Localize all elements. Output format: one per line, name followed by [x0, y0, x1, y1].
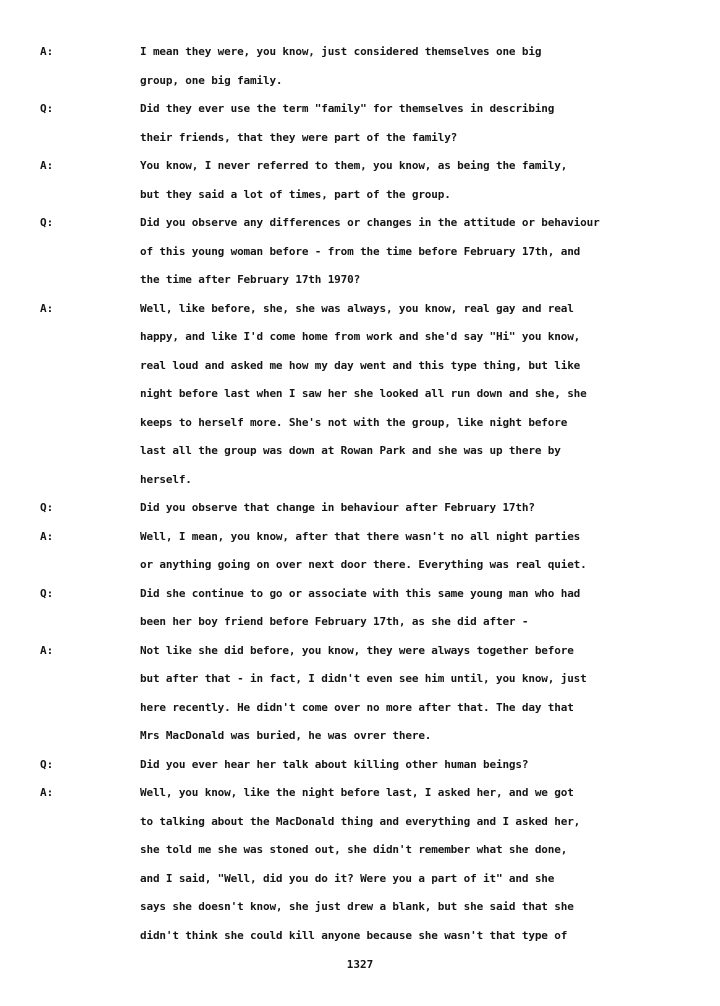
- text-line: or anything going on over next door there. Everything was real quiet.: [140, 558, 587, 571]
- speaker-label: Q:: [40, 501, 54, 514]
- text-line: I mean they were, you know, just considered themselves one big: [140, 45, 542, 58]
- text-line: Did you ever hear her talk about killing other human beings?: [140, 757, 529, 771]
- text-line: happy, and like I'd come home from work and she'd say "Hi" you know,: [140, 330, 581, 343]
- speaker-label: Q:: [40, 757, 54, 771]
- text-line: Well, like before, she, she was always, you know, real gay and real: [140, 301, 574, 315]
- entry-text: [140, 295, 655, 495]
- speaker-label: A:: [40, 159, 54, 172]
- speaker-label: A:: [40, 301, 54, 315]
- speaker-label: Q:: [40, 216, 54, 229]
- text-line: their friends, that they were part of the family?: [140, 130, 458, 144]
- text-line: says she doesn't know, she just drew a blank, but she said that she: [140, 900, 574, 913]
- text-line: she told me she was stoned out, she didn't remember what she done,: [140, 843, 568, 856]
- text-line: here recently. He didn't come over no more after that. The day that: [140, 700, 574, 714]
- speaker-label: A:: [40, 45, 54, 58]
- text-line: night before last when I saw her she looked all run down and she, she: [140, 387, 587, 400]
- text-line: didn't think she could kill anyone because she wasn't that type of: [140, 928, 568, 942]
- speaker-label: Q:: [40, 102, 54, 115]
- text-line: the time after February 17th 1970?: [140, 273, 361, 286]
- text-line: Not like she did before, you know, they were always together before: [140, 643, 574, 657]
- text-line: Well, you know, like the night before last, I asked her, and we got: [140, 786, 574, 799]
- text-line: herself.: [140, 472, 192, 486]
- text-line: Did they ever use the term "family" for themselves in describing: [140, 102, 555, 115]
- page-number: 1327: [346, 958, 374, 971]
- text-line: Well, I mean, you know, after that there wasn't no all night parties: [140, 529, 581, 543]
- speaker-label: A:: [40, 643, 54, 657]
- text-line: Did she continue to go or associate with this same young man who had: [140, 586, 581, 600]
- text-line: been her boy friend before February 17th, as she did after -: [140, 615, 529, 628]
- entry-text: [140, 779, 655, 950]
- entry-text: [140, 95, 655, 152]
- text-line: keeps to herself more. She's not with the group, like night before: [140, 415, 568, 429]
- speaker-label: A:: [40, 786, 54, 799]
- entry-text: [140, 580, 655, 637]
- text-line: real loud and asked me how my day went and this type thing, but like: [140, 358, 581, 372]
- entry-text: [140, 38, 655, 95]
- text-line: Did you observe that change in behaviour after February 17th?: [140, 501, 535, 514]
- entry-text: [140, 152, 655, 209]
- speaker-label: A:: [40, 529, 54, 543]
- speaker-label: Q:: [40, 586, 54, 600]
- entry-text: [140, 751, 655, 780]
- text-line: of this young woman before - from the time before February 17th, and: [140, 244, 581, 258]
- text-line: but after that - in fact, I didn't even see him until, you know, just: [140, 672, 587, 685]
- entry-text: [140, 494, 655, 523]
- text-line: group, one big family.: [140, 73, 283, 87]
- text-line: Did you observe any differences or changes in the attitude or behaviour: [140, 216, 600, 229]
- entry-text: [140, 209, 655, 295]
- text-line: to talking about the MacDonald thing and everything and I asked her,: [140, 814, 581, 828]
- text-line: and I said, "Well, did you do it? Were you a part of it" and she: [140, 871, 555, 885]
- entry-text: [140, 637, 655, 751]
- text-line: Mrs MacDonald was buried, he was ovrer there.: [140, 729, 432, 742]
- entry-text: [140, 523, 655, 580]
- text-line: but they said a lot of times, part of the group.: [140, 187, 451, 201]
- text-line: You know, I never referred to them, you know, as being the family,: [140, 159, 568, 172]
- text-line: last all the group was down at Rowan Park and she was up there by: [140, 444, 561, 457]
